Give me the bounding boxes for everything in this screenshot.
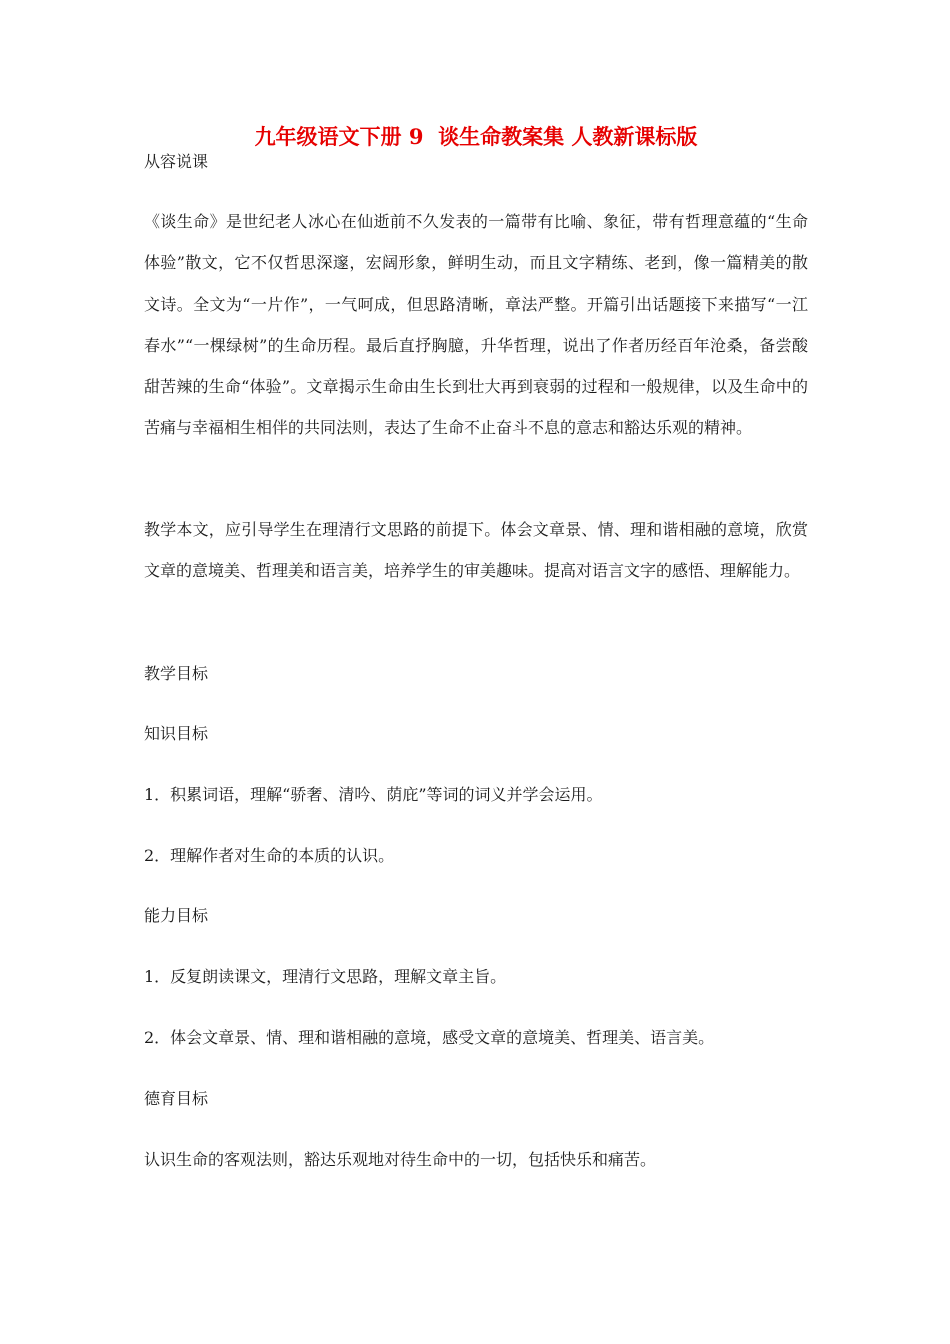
ability-item: 1．反复朗读课文，理清行文思路，理解文章主旨。 [144,967,507,986]
objectives-heading: 教学目标 [144,664,209,683]
ability-item: 2．体会文章景、情、理和谐相融的意境，感受文章的意境美、哲理美、语言美。 [144,1028,715,1047]
moral-text: 认识生命的客观法则，豁达乐观地对待生命中的一切，包括快乐和痛苦。 [144,1150,657,1169]
section-heading: 从容说课 [144,152,209,171]
knowledge-item: 1．积累词语，理解“骄奢、清吟、荫庇”等词的词义并学会运用。 [144,785,603,804]
knowledge-heading: 知识目标 [144,724,209,743]
document-title: 九年级语文下册 9 谈生命教案集 人教新课标版 [254,124,698,149]
ability-heading: 能力目标 [144,906,209,925]
teaching-paragraph: 教学本文，应引导学生在理清行文思路的前提下。体会文章景、情、理和谐相融的意境，欣赏文章的意境美、哲理美和语言美，培养学生的审美趣味。提高对语言文字的感悟、理解能力。 [144,520,808,581]
intro-paragraph: 《谈生命》是世纪老人冰心在仙逝前不久发表的一篇带有比喻、象征，带有哲理意蕴的“生命体验”散文，它不仅哲思深邃，宏阔形象，鲜明生动，而且文字精练、老到，像一篇精美的散文诗。全文为“一片作”，一气呵成，但思路清晰，章法严整。开篇引出话题接下来描写“一江春水”“一棵绿树”的生命历程。最后直抒胸臆，升华哲理，说出了作者历经百年沧桑，备尝酸甜苦辣的生命“体验”。文章揭示生命由生长到壮大再到衰弱的过程和一般规律，以及生命中的苦痛与幸福相生相伴的共同法则，表达了生命不止奋斗不息的意志和豁达乐观的精神。 [144,212,808,438]
knowledge-item: 2．理解作者对生命的本质的认识。 [144,846,395,865]
moral-heading: 德育目标 [144,1089,209,1108]
